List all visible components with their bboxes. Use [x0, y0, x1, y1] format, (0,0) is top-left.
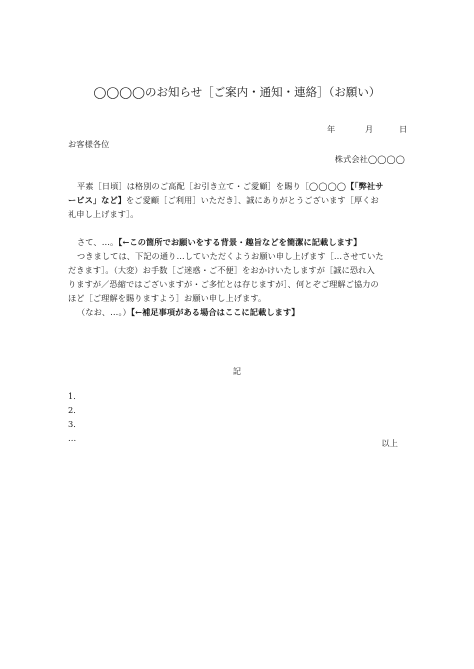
body-line-3: だきます］。（大変）お手数［ご迷惑・ご不便］をおかけいたしますが［誠に恐れ入	[68, 265, 375, 275]
date-year-label: 年	[327, 124, 336, 134]
list-item: 1．	[68, 391, 82, 401]
ki-heading: 記	[232, 366, 242, 376]
date-day-label: 日	[399, 124, 408, 134]
greeting-line-1	[77, 181, 383, 192]
greeting-line-2	[68, 195, 379, 206]
sender: 株式会社◯◯◯◯	[334, 154, 405, 164]
body-note-supplement: 【←補足事項がある場合はここに記載します】	[130, 307, 300, 317]
list-item: …	[68, 433, 77, 443]
greeting-line-1-text: 平素［日頃］は格別のご高配［お引き立て・ご愛顧］を賜り［◯◯◯◯	[77, 181, 347, 191]
list-item: 3．	[68, 419, 82, 429]
body-line-1-text: さて、…。	[77, 237, 119, 247]
document-title: ◯◯◯◯のお知らせ［ご案内・通知・連絡］（お願い）	[93, 85, 381, 99]
list-item: 2．	[68, 405, 82, 415]
body-line-4: りますが／恐縮ではございますが・ご多忙とは存じますが］、何とぞご理解ご協力の	[68, 279, 379, 289]
greeting-line-3: 礼申し上げます］。	[68, 209, 139, 219]
greeting-note-company-service: 【「弊社サ	[346, 181, 384, 191]
body-line-6-text: （なお、…。）	[77, 307, 131, 317]
body-line-6	[77, 307, 300, 318]
greeting-line-2-text: をご愛顧［ご利用］いただき］、誠にありがとうございます［厚くお	[126, 195, 379, 205]
body-line-2: つきましては、下記の通り…していただくようお願い申し上げます［…させていた	[77, 251, 384, 261]
greeting-note-company-service-cont: ービス」など】	[68, 195, 127, 205]
body-line-5: ほど［ご理解を賜りますよう］お願い申し上げます。	[68, 293, 267, 303]
date-month-label: 月	[365, 124, 374, 134]
closing: 以上	[381, 438, 398, 448]
body-note-background: 【←この箇所でお願いをする背景・趣旨などを簡潔に記載します】	[118, 237, 362, 247]
body-line-1	[77, 237, 361, 248]
recipient: お客様各位	[68, 139, 110, 149]
